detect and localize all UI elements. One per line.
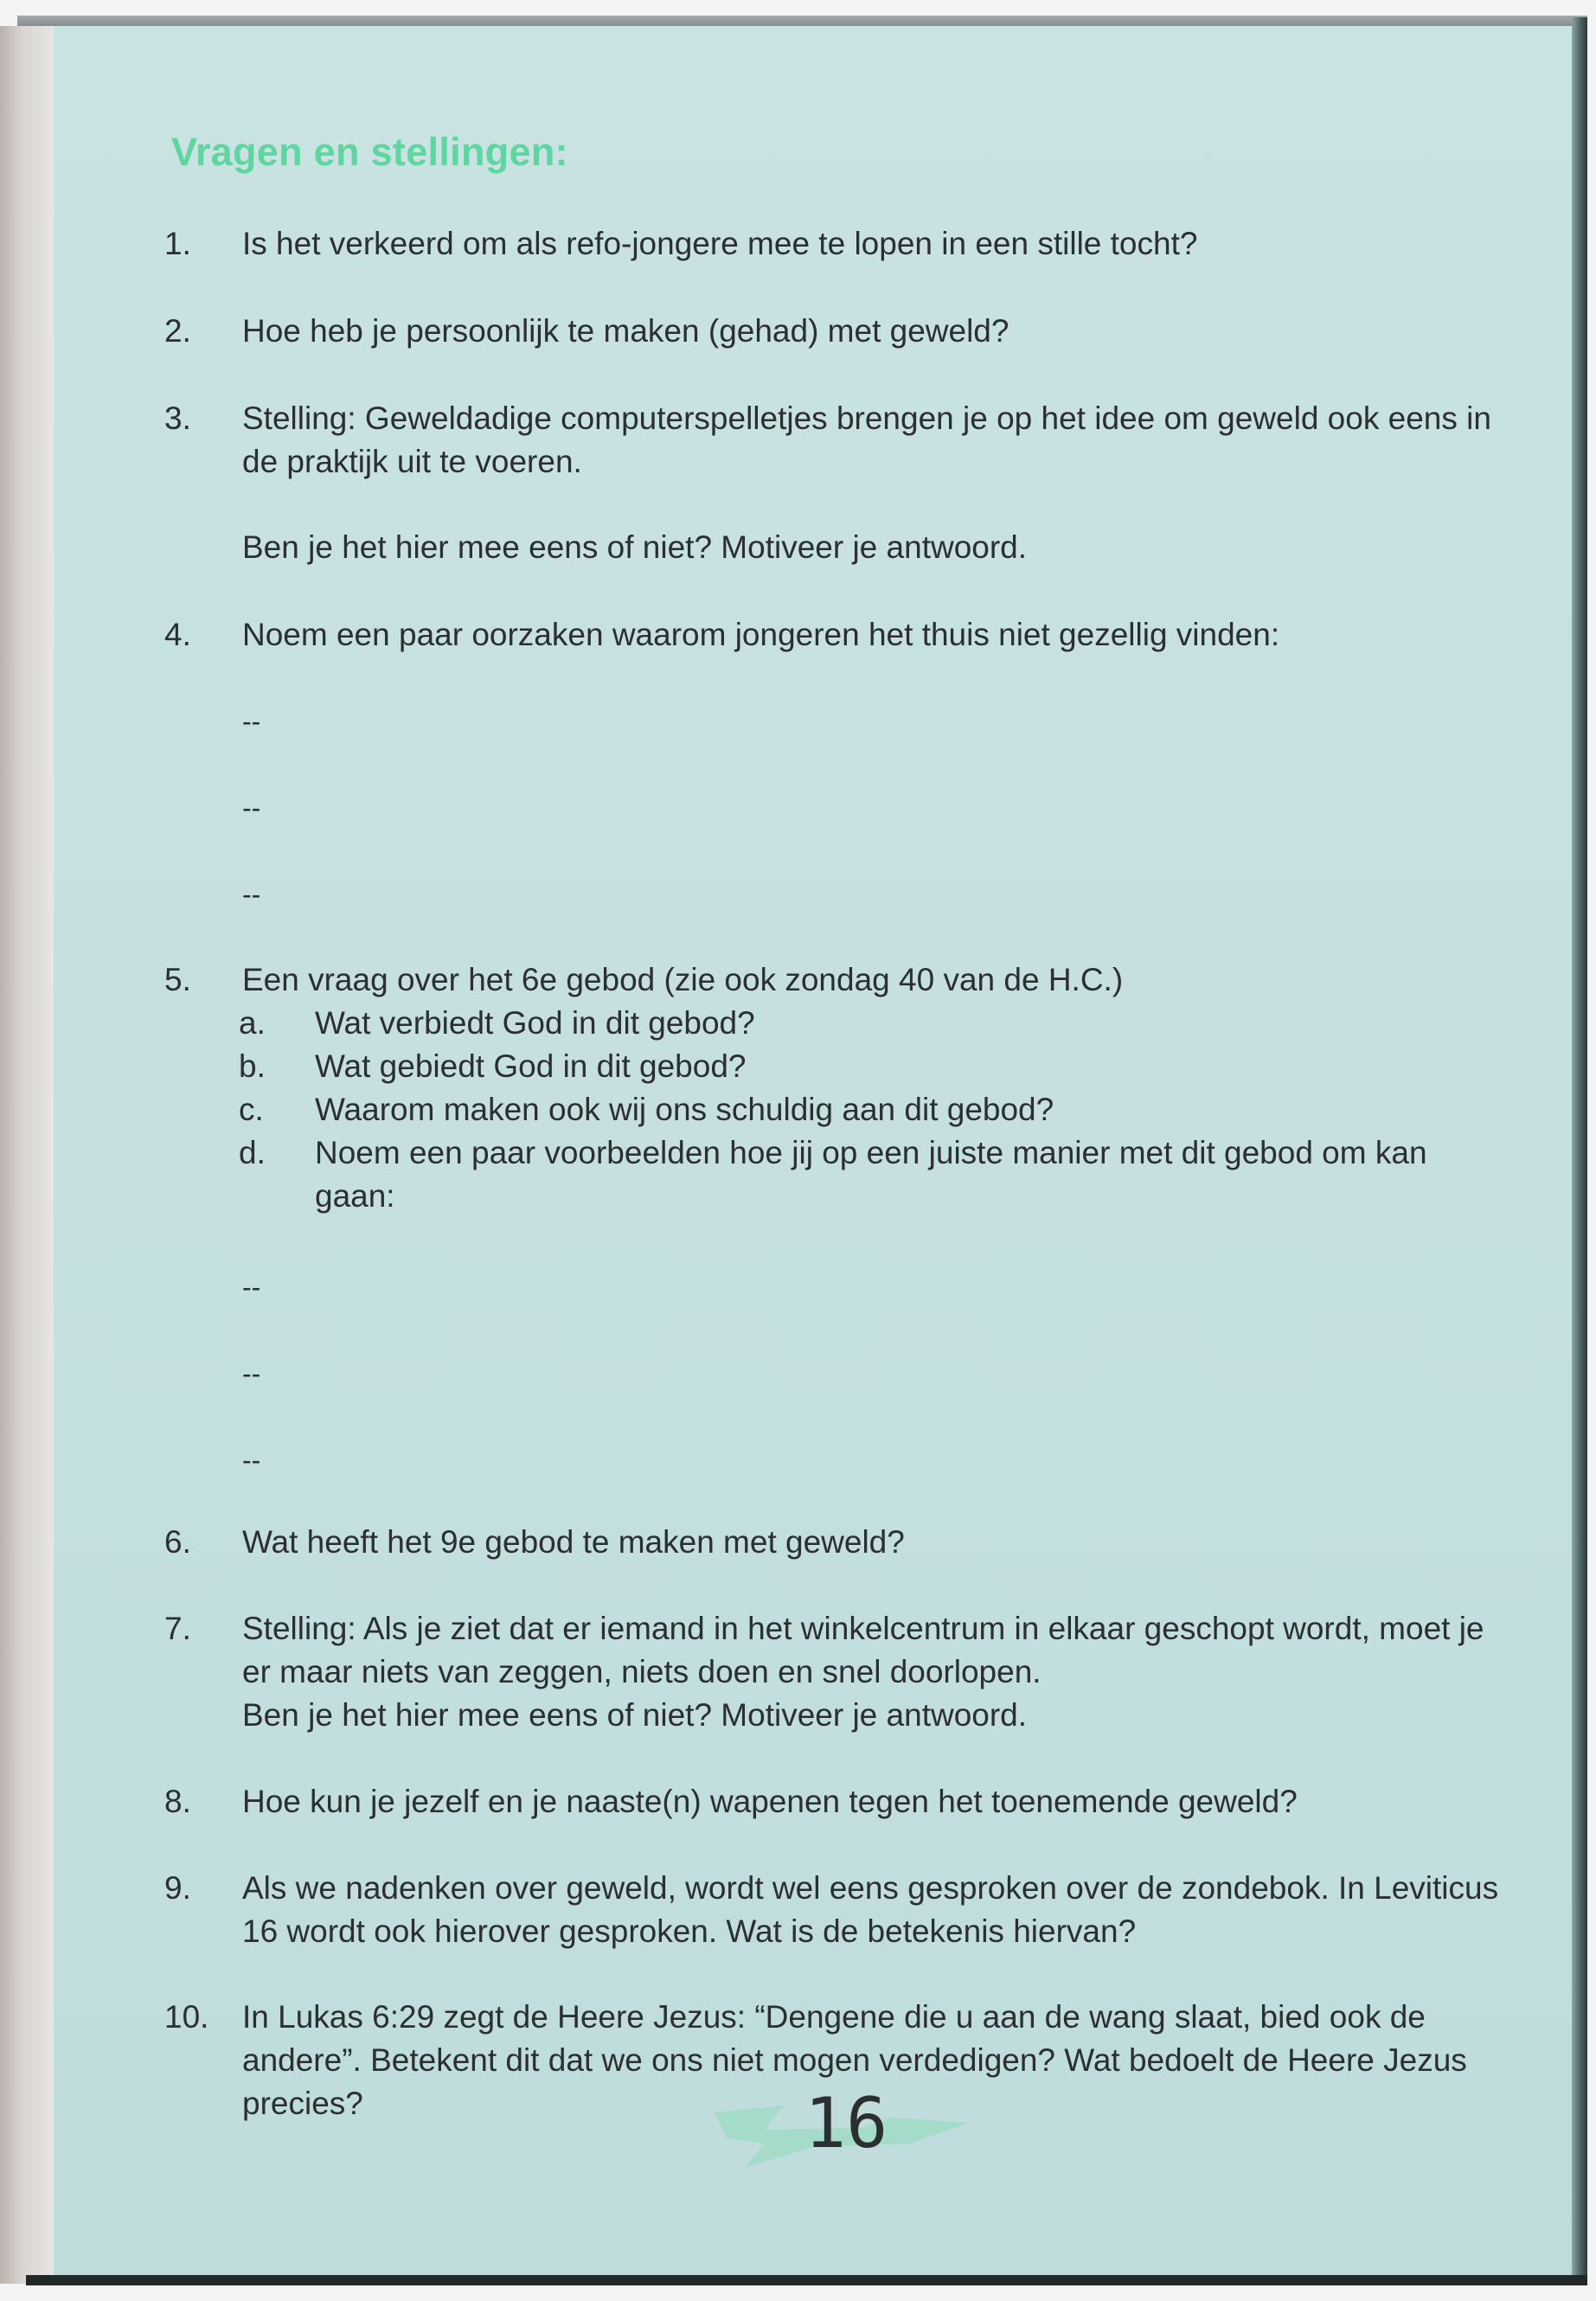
sub-question-text: Waarom maken ook wij ons schuldig aan dit gebod?	[315, 1092, 1054, 1127]
page-title: Vragen en stellingen:	[171, 130, 568, 174]
question-text: Is het verkeerd om als refo-jongere mee te lopen in een stille tocht?	[242, 226, 1198, 261]
page-number-block	[709, 2076, 986, 2180]
question-text: Hoe kun je jezelf en je naaste(n) wapenen tegen het toenemende geweld?	[242, 1784, 1298, 1819]
sub-question-text: Noem een paar voorbeelden hoe jij op een juiste manier met dit gebod om kan gaan:	[315, 1135, 1427, 1214]
answer-line: --	[242, 879, 261, 910]
question-number: 6.	[164, 1524, 191, 1560]
answer-line: --	[242, 792, 261, 824]
question-text: Stelling: Geweldadige computerspelletjes brengen je op het idee om geweld ook eens in de praktijk uit te voeren.	[242, 401, 1491, 479]
question-number: 1.	[164, 226, 191, 261]
question-extra-text: Ben je het hier mee eens of niet? Motiveer je antwoord.	[242, 529, 1028, 565]
question-number: 8.	[164, 1784, 191, 1819]
question-number: 3.	[164, 401, 191, 436]
sub-question-text: Wat gebiedt God in dit gebod?	[315, 1048, 747, 1084]
question-number: 2.	[164, 313, 191, 349]
question-number: 9.	[164, 1870, 191, 1906]
question-text: Stelling: Als je ziet dat er iemand in het winkelcentrum in elkaar geschopt wordt, moet je er maar niets van zeggen, niets doen en snel doorlopen.	[242, 1611, 1484, 1689]
question-number: 10.	[164, 1999, 209, 2035]
sub-question-letter: d.	[239, 1135, 266, 1170]
question-text: Hoe heb je persoonlijk te maken (gehad) met geweld?	[242, 313, 1010, 349]
question-extra-text: Ben je het hier mee eens of niet? Motiveer je antwoord.	[242, 1697, 1028, 1733]
answer-line: --	[242, 1272, 261, 1303]
question-number: 5.	[164, 962, 191, 997]
sub-question-letter: a.	[239, 1005, 266, 1041]
sub-question-text: Wat verbiedt God in dit gebod?	[315, 1005, 755, 1041]
question-text: In Lukas 6:29 zegt de Heere Jezus: “Dengene die u aan de wang slaat, bied ook de andere”. Betekent dit dat we ons niet mogen verdedigen? Wat bedoelt de Heere Jezus precies?	[242, 1999, 1467, 2121]
question-text: Noem een paar oorzaken waarom jongeren het thuis niet gezellig vinden:	[242, 617, 1280, 652]
question-number: 4.	[164, 617, 191, 652]
question-text: Als we nadenken over geweld, wordt wel eens gesproken over de zondebok. In Leviticus 16 wordt ook hierover gesproken. Wat is de betekenis hiervan?	[242, 1870, 1499, 1949]
question-number: 7.	[164, 1611, 191, 1646]
page-number: 16	[804, 2083, 888, 2163]
question-text: Een vraag over het 6e gebod (zie ook zondag 40 van de H.C.)	[242, 962, 1124, 997]
answer-line: --	[242, 706, 261, 737]
answer-line: --	[242, 1445, 261, 1476]
question-text: Wat heeft het 9e gebod te maken met geweld?	[242, 1524, 905, 1560]
book-right-edge	[1572, 17, 1587, 2284]
book-bottom-edge	[26, 2275, 1587, 2285]
answer-line: --	[242, 1358, 261, 1389]
sub-question-letter: b.	[239, 1048, 266, 1084]
book-binding	[0, 26, 54, 2284]
sub-question-letter: c.	[239, 1092, 264, 1127]
